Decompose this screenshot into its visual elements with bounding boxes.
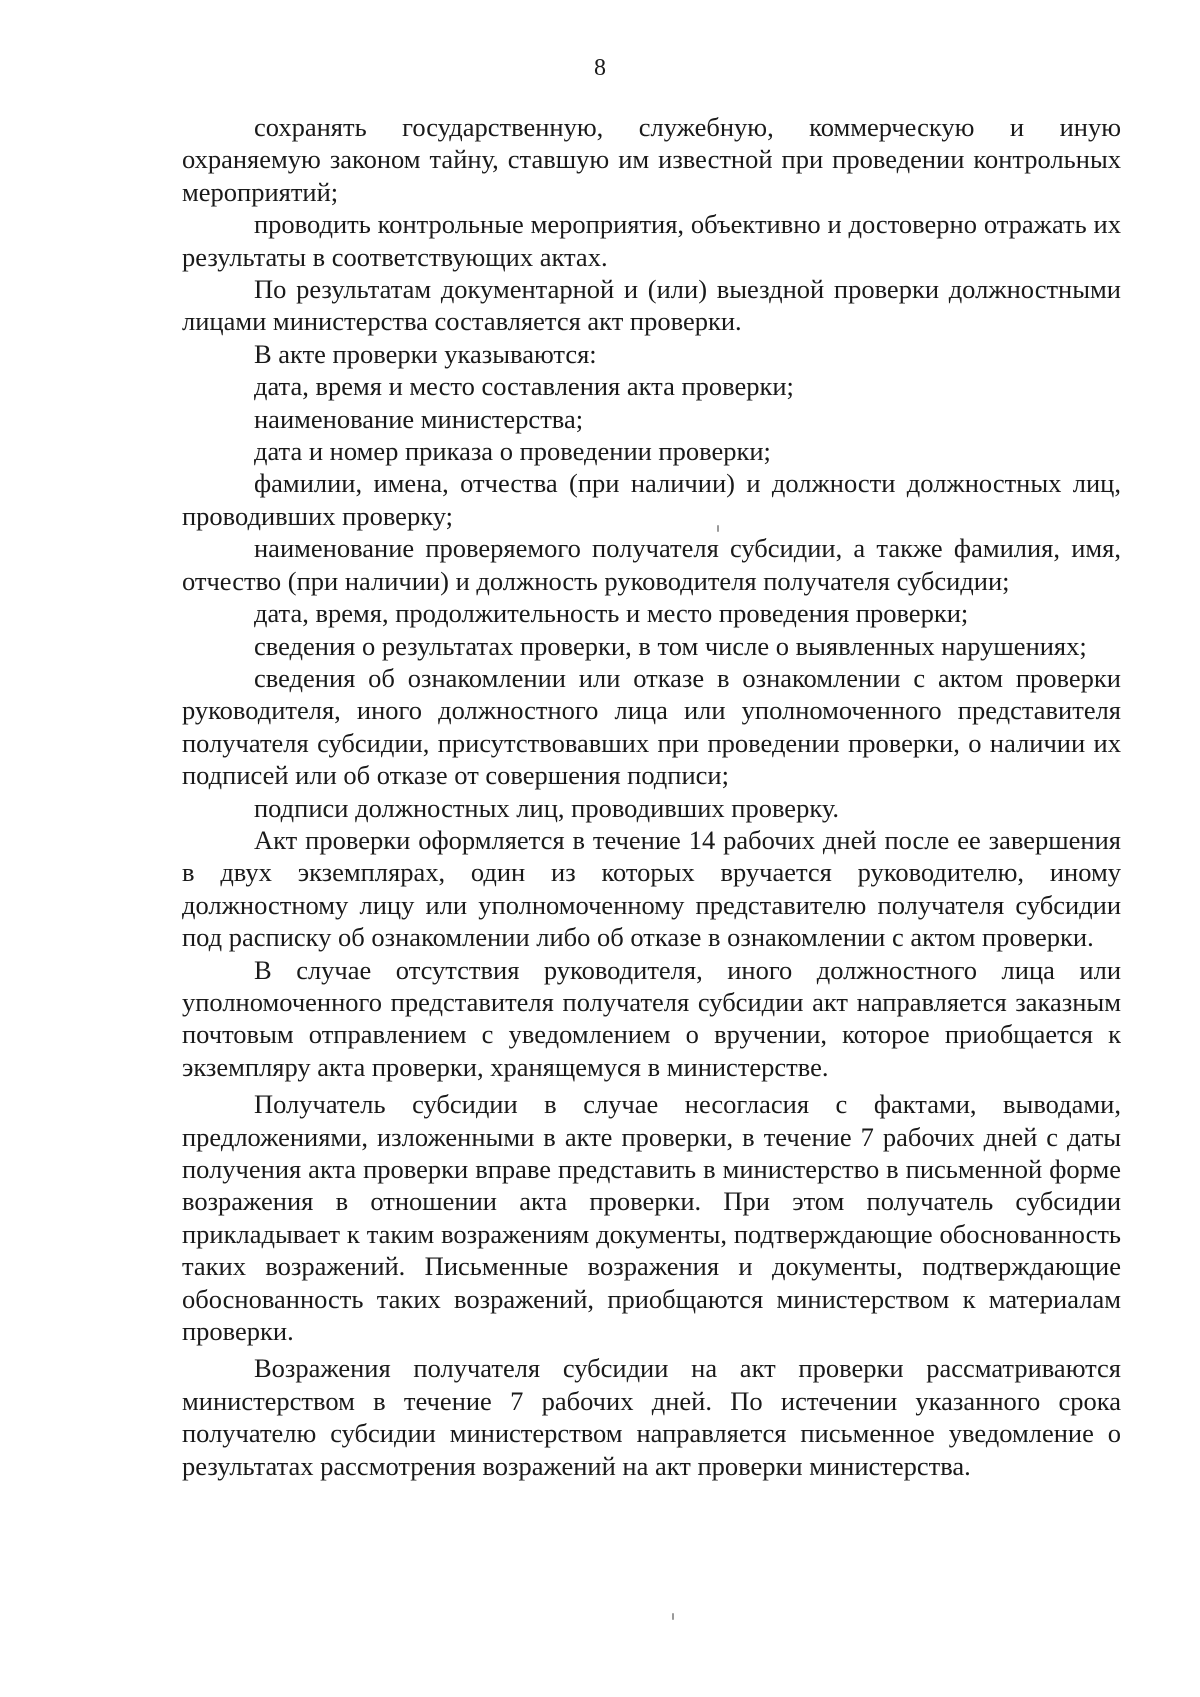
paragraph: проводить контрольные мероприятия, объективно и достоверно отражать их результаты в соответствующих актах. [182,209,1121,272]
paragraph: подписи должностных лиц, проводивших проверку. [254,792,840,823]
paragraph: дата и номер приказа о проведении проверки; [254,436,771,467]
paragraph: По результатам документарной и (или) выездной проверки должностными лицами министерства составляется акт проверки. [182,274,1121,337]
scan-speck [717,525,719,532]
paragraph: наименование министерства; [254,403,584,434]
paragraph: Получатель субсидии в случае несогласия с фактами, выводами, предложениями, изложенными в акте проверки, в течение 7 рабочих дней с даты получения акта проверки вправе представить в министерство в письменной форме возражения в отношении акта проверки. При этом получатель субсидии прикладывает к таким возражениям документы, подтверждающие обоснованность таких возражений. Письменные возражения и документы, подтверждающие обоснованность таких возражений, приобщаются министерством к материалам проверки. [182,1089,1121,1347]
paragraph: наименование проверяемого получателя субсидии, а также фамилия, имя, отчество (при наличии) и должность руководителя получателя субсидии; [182,533,1121,596]
paragraph: В акте проверки указываются: [254,338,597,369]
page-number: 8 [594,55,606,81]
paragraph: сведения об ознакомлении или отказе в ознакомлении с актом проверки руководителя, иного должностного лица или уполномоченного представителя получателя субсидии, присутствовавших при проведении проверки, о наличии их подписей или об отказе от совершения подписи; [182,662,1121,791]
paragraph: Возражения получателя субсидии на акт проверки рассматриваются министерством в течение 7 рабочих дней. По истечении указанного срока получателю субсидии министерством направляется письменное уведомление о результатах рассмотрения возражений на акт проверки министерства. [182,1353,1121,1481]
paragraph: фамилии, имена, отчества (при наличии) и должности должностных лиц, проводивших проверку; [182,468,1121,531]
body-text [182,111,1121,1482]
paragraph: В случае отсутствия руководителя, иного должностного лица или уполномоченного представителя получателя субсидии акт направляется заказным почтовым отправлением с уведомлением о вручении, которое приобщается к экземпляру акта проверки, хранящемуся в министерстве. [182,954,1121,1082]
paragraph: сохранять государственную, служебную, коммерческую и иную охраняемую законом тайну, ставшую им известной при проведении контрольных мероприятий; [182,112,1121,207]
paragraph: дата, время и место составления акта проверки; [254,371,794,402]
paragraph: Акт проверки оформляется в течение 14 рабочих дней после ее завершения в двух экземплярах, один из которых вручается руководителю, иному должностному лицу или уполномоченному представителю получателя субсидии под расписку об ознакомлении либо об отказе в ознакомлении с актом проверки. [182,824,1121,953]
paragraph: сведения о результатах проверки, в том числе о выявленных нарушениях; [254,630,1087,661]
scan-speck [672,1613,674,1620]
paragraph: дата, время, продолжительность и место проведения проверки; [254,598,969,629]
